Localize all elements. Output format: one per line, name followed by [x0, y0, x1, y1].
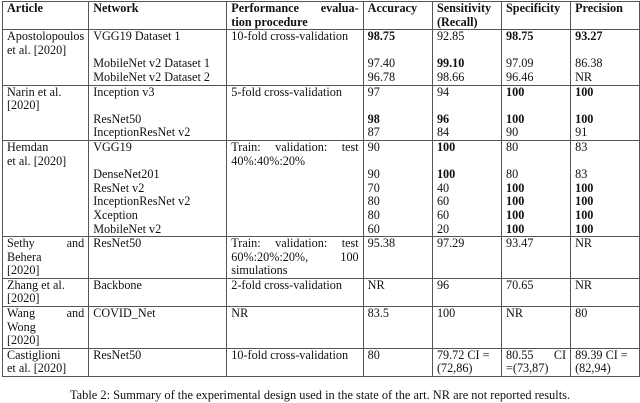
accuracy-value: 90: [367, 167, 380, 182]
header-sensitivity: [432, 2, 501, 30]
article-line: [2020]: [7, 333, 40, 348]
specificity-value: 98.75: [506, 29, 534, 44]
sensitivity-value: 40: [436, 180, 450, 195]
article-line: [2020]: [7, 98, 40, 113]
specificity-cell: [502, 278, 571, 306]
spacer: [437, 44, 497, 58]
specificity-cell: [502, 140, 571, 236]
spacer: [575, 99, 635, 113]
sensitivity-value: 96: [436, 277, 450, 292]
table-body: [3, 30, 640, 377]
precision-value: NR: [575, 69, 593, 84]
accuracy-value: 60: [367, 221, 380, 236]
precision-value: 100: [575, 84, 594, 99]
procedure-line: 2-fold cross-validation: [231, 277, 342, 292]
specificity-cell: [502, 30, 571, 85]
accuracy-cell: [363, 30, 432, 85]
sensitivity-value: 100: [436, 306, 456, 321]
precision-value: (82,94): [575, 361, 611, 376]
procedure-line: Train: validation: test: [231, 139, 359, 154]
article-line: Behera: [7, 249, 42, 264]
sensitivity-value: 97.29: [436, 236, 465, 251]
procedure-line: Train: validation: test: [231, 236, 359, 251]
article-line: Castiglioni: [7, 347, 61, 362]
precision-value: 86.38: [575, 56, 603, 71]
accuracy-value: 95.38: [367, 236, 396, 251]
article-cell: [3, 237, 89, 279]
article-line: et al. [2020]: [7, 42, 67, 57]
sensitivity-value: 20: [436, 221, 450, 236]
network-name: COVID_Net: [93, 306, 156, 321]
article-line: et al. [2020]: [7, 153, 67, 168]
precision-value: 93.27: [575, 29, 603, 44]
spacer: [506, 99, 566, 113]
network-name: ResNet v2: [93, 180, 145, 195]
article-line: Wong: [7, 319, 36, 334]
sensitivity-cell: [432, 348, 501, 376]
header-procedure-line1: Performance evalua-: [231, 1, 359, 15]
network-name: ResNet50: [93, 347, 142, 362]
accuracy-cell: [363, 307, 432, 349]
accuracy-value: 98: [367, 111, 380, 126]
accuracy-value: 87: [367, 125, 380, 140]
spacer: [93, 155, 222, 169]
sensitivity-value: 60: [436, 194, 450, 209]
specificity-value: 100: [506, 180, 525, 195]
precision-cell: [571, 237, 640, 279]
precision-value: 83: [575, 139, 588, 154]
sensitivity-cell: [432, 278, 501, 306]
spacer: [368, 44, 428, 58]
network-name: MobileNet v2: [93, 221, 162, 236]
precision-value: 80: [575, 306, 588, 321]
spacer: [93, 44, 222, 58]
article-cell: [3, 307, 89, 349]
sensitivity-value: 84: [436, 125, 450, 140]
accuracy-value: 96.78: [367, 69, 396, 84]
specificity-value: 100: [506, 221, 525, 236]
procedure-cell: [227, 85, 363, 140]
accuracy-cell: [363, 278, 432, 306]
specificity-value: 80: [506, 167, 519, 182]
table-row: [3, 237, 640, 279]
precision-cell: [571, 85, 640, 140]
accuracy-cell: [363, 140, 432, 236]
accuracy-value: 98.75: [367, 29, 396, 44]
specificity-cell: [502, 348, 571, 376]
procedure-line: 40%:40%:20%: [231, 153, 306, 168]
network-name: MobileNet v2 Dataset 1: [93, 56, 210, 71]
precision-value: 100: [575, 194, 594, 209]
specificity-value: 80.55 CI: [506, 347, 567, 362]
spacer: [575, 44, 635, 58]
sensitivity-value: (72,86): [436, 361, 473, 376]
accuracy-value: 97: [367, 84, 380, 99]
sensitivity-value: 94: [436, 84, 450, 99]
header-article: Article: [3, 2, 89, 30]
article-line: et al. [2020]: [7, 361, 67, 376]
network-name: InceptionResNet v2: [93, 125, 191, 140]
precision-value: 100: [575, 180, 594, 195]
network-cell: [89, 278, 227, 306]
specificity-value: NR: [506, 306, 523, 321]
specificity-value: 100: [506, 84, 525, 99]
accuracy-value: 97.40: [367, 56, 396, 71]
header-precision: Precision: [571, 2, 640, 30]
precision-cell: [571, 278, 640, 306]
spacer: [437, 99, 497, 113]
precision-value: 100: [575, 221, 594, 236]
specificity-value: 100: [506, 207, 525, 222]
table-row: [3, 348, 640, 376]
specificity-cell: [502, 85, 571, 140]
network-cell: [89, 307, 227, 349]
specificity-value: 80: [506, 139, 519, 154]
sensitivity-cell: [432, 140, 501, 236]
procedure-line: 10-fold cross-validation: [231, 29, 349, 44]
network-cell: [89, 30, 227, 85]
article-line: Narin et al.: [7, 84, 62, 99]
specificity-value: 70.65: [506, 277, 534, 292]
precision-value: 91: [575, 125, 588, 140]
procedure-cell: [227, 307, 363, 349]
header-sensitivity-line1: Sensitivity: [436, 1, 492, 15]
network-name: VGG19: [93, 139, 132, 154]
spacer: [368, 99, 428, 113]
precision-value: NR: [575, 277, 593, 292]
article-cell: [3, 348, 89, 376]
sensitivity-cell: [432, 30, 501, 85]
sensitivity-cell: [432, 307, 501, 349]
network-name: InceptionResNet v2: [93, 194, 191, 209]
sensitivity-value: 100: [436, 167, 456, 182]
precision-value: 100: [575, 207, 594, 222]
spacer: [93, 99, 222, 113]
network-name: MobileNet v2 Dataset 2: [93, 69, 210, 84]
procedure-line: 60%:20%:20%, 100: [231, 249, 359, 264]
sensitivity-cell: [432, 85, 501, 140]
sensitivity-value: 99.10: [436, 56, 465, 71]
spacer: [506, 44, 566, 58]
specificity-value: 93.47: [506, 236, 534, 251]
sensitivity-cell: [432, 237, 501, 279]
network-cell: [89, 140, 227, 236]
article-line: Zhang et al.: [7, 277, 65, 292]
article-line: Apostolopoulos: [7, 29, 85, 44]
article-line: [2020]: [7, 263, 40, 278]
table-row: [3, 278, 640, 306]
sensitivity-value: 100: [436, 139, 456, 154]
network-cell: [89, 237, 227, 279]
procedure-cell: [227, 278, 363, 306]
procedure-cell: [227, 237, 363, 279]
table-row: [3, 85, 640, 140]
sensitivity-value: 60: [436, 207, 450, 222]
specificity-value: 100: [506, 194, 525, 209]
procedure-cell: [227, 140, 363, 236]
specificity-value: 97.09: [506, 56, 534, 71]
sensitivity-value: 79.72 CI =: [436, 347, 490, 362]
specificity-value: 96.46: [506, 69, 534, 84]
network-name: Backbone: [93, 277, 142, 292]
network-name: DenseNet201: [93, 167, 160, 182]
precision-value: 100: [575, 111, 594, 126]
precision-value: 83: [575, 167, 588, 182]
article-cell: [3, 278, 89, 306]
network-name: ResNet50: [93, 236, 142, 251]
precision-cell: [571, 30, 640, 85]
network-name: ResNet50: [93, 111, 142, 126]
network-cell: [89, 85, 227, 140]
header-specificity: Specificity: [502, 2, 571, 30]
procedure-line: 5-fold cross-validation: [231, 84, 342, 99]
table-row: [3, 140, 640, 236]
header-procedure-line2: tion procedure: [231, 14, 308, 29]
accuracy-value: 70: [367, 180, 380, 195]
specificity-value: =(73,87): [506, 361, 549, 376]
header-row: [3, 2, 640, 30]
header-network: Network: [89, 2, 227, 30]
precision-value: 89.39 CI =: [575, 347, 628, 362]
procedure-line: simulations: [231, 263, 288, 278]
accuracy-value: 80: [367, 347, 380, 362]
accuracy-value: 80: [367, 194, 380, 209]
header-accuracy: Accuracy: [363, 2, 432, 30]
network-name: Xception: [93, 207, 138, 222]
precision-cell: [571, 140, 640, 236]
accuracy-cell: [363, 348, 432, 376]
article-line: Wang and: [7, 306, 85, 321]
article-line: [2020]: [7, 291, 40, 306]
accuracy-value: 83.5: [367, 306, 389, 321]
spacer: [437, 155, 497, 169]
procedure-line: 10-fold cross-validation: [231, 347, 349, 362]
table-caption: Table 2: Summary of the experimental design used in the state of the art. NR are not reported results.: [69, 388, 571, 402]
article-line: Hemdan: [7, 139, 49, 154]
sensitivity-value: 96: [436, 111, 450, 126]
article-cell: [3, 85, 89, 140]
table-container: [2, 1, 640, 377]
header-procedure: [227, 2, 363, 30]
procedure-line: NR: [231, 306, 249, 321]
procedure-cell: [227, 30, 363, 85]
precision-cell: [571, 348, 640, 376]
specificity-value: 100: [506, 111, 525, 126]
procedure-cell: [227, 348, 363, 376]
accuracy-value: 80: [367, 207, 380, 222]
spacer: [368, 155, 428, 169]
accuracy-value: NR: [367, 277, 385, 292]
article-cell: [3, 30, 89, 85]
header-sensitivity-line2: (Recall): [436, 14, 478, 29]
precision-cell: [571, 307, 640, 349]
article-line: Sethy and: [7, 236, 85, 251]
specificity-cell: [502, 237, 571, 279]
network-cell: [89, 348, 227, 376]
precision-value: NR: [575, 236, 593, 251]
network-name: Inception v3: [93, 84, 155, 99]
experimental-design-table: [2, 1, 640, 377]
sensitivity-value: 92.85: [436, 29, 465, 44]
specificity-value: 90: [506, 125, 519, 140]
specificity-cell: [502, 307, 571, 349]
network-name: VGG19 Dataset 1: [93, 29, 181, 44]
spacer: [506, 155, 566, 169]
spacer: [575, 155, 635, 169]
accuracy-cell: [363, 85, 432, 140]
accuracy-cell: [363, 237, 432, 279]
table-row: [3, 30, 640, 85]
accuracy-value: 90: [367, 139, 380, 154]
table-row: [3, 307, 640, 349]
sensitivity-value: 98.66: [436, 69, 465, 84]
article-cell: [3, 140, 89, 236]
